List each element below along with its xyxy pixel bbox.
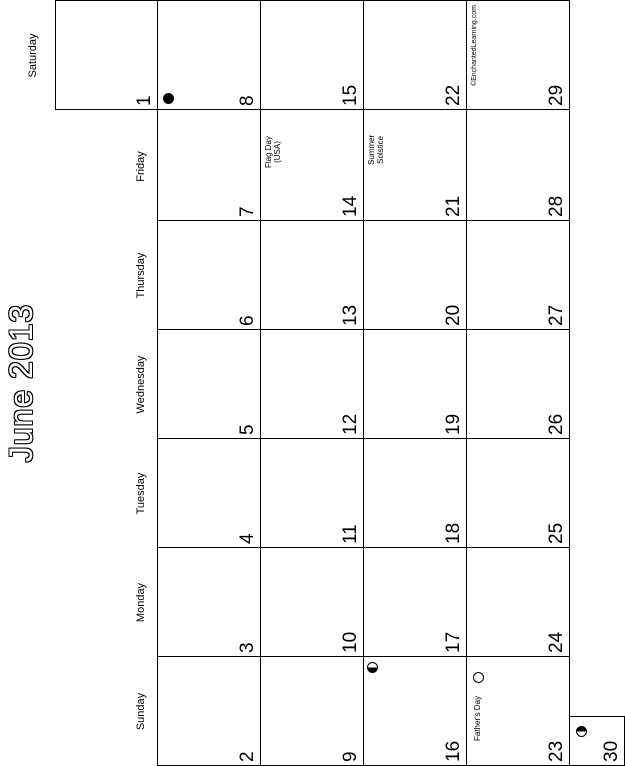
weekday-tuesday: Tuesday (135, 472, 147, 515)
day-cell-10 (260, 547, 364, 657)
day-number: 5 (237, 424, 258, 435)
day-number: 17 (443, 631, 464, 653)
day-cell-16 (363, 656, 467, 766)
day-number: 4 (237, 533, 258, 544)
page-title: June 2013 (3, 303, 39, 463)
day-cell-6 (157, 220, 261, 330)
day-number: 20 (443, 304, 464, 326)
day-number: 18 (443, 522, 464, 544)
event-label: Summer Solstice (367, 134, 385, 165)
day-cell-17 (363, 547, 467, 657)
weekday-wednesday: Wednesday (135, 355, 147, 414)
day-number: 16 (443, 740, 464, 762)
day-number: 12 (340, 413, 361, 435)
day-cell-29 (466, 0, 570, 110)
day-cell-19 (363, 329, 467, 439)
day-cell-21 (363, 109, 467, 221)
first-quarter-moon-icon (367, 662, 378, 673)
day-cell-20 (363, 220, 467, 330)
day-number: 22 (443, 84, 464, 106)
day-number: 9 (340, 751, 361, 762)
weekday-sunday: Sunday (135, 692, 147, 731)
day-cell-13 (260, 220, 364, 330)
day-number: 1 (134, 95, 155, 106)
weekday-thursday: Thursday (135, 252, 147, 299)
day-cell-22 (363, 0, 467, 110)
credit-text: ©EnchantedLearning.com (471, 5, 478, 87)
last-quarter-moon-icon (576, 726, 587, 737)
day-number: 10 (340, 631, 361, 653)
day-cell-2 (157, 656, 261, 766)
day-cell-7 (157, 109, 261, 221)
day-number: 21 (443, 195, 464, 217)
day-cell-4 (157, 438, 261, 548)
day-cell-11 (260, 438, 364, 548)
weekday-saturday: Saturday (27, 33, 39, 78)
day-number: 28 (546, 195, 567, 217)
day-number: 29 (546, 84, 567, 106)
day-number: 8 (237, 95, 258, 106)
day-cell-1 (55, 0, 158, 110)
day-number: 14 (340, 195, 361, 217)
day-cell-28 (466, 109, 570, 221)
day-number: 30 (601, 740, 622, 762)
day-cell-12 (260, 329, 364, 439)
day-number: 7 (237, 206, 258, 217)
day-number: 11 (340, 524, 361, 544)
day-cell-30 (569, 716, 625, 766)
weekday-monday: Monday (135, 582, 147, 623)
day-cell-3 (157, 547, 261, 657)
day-number: 2 (237, 751, 258, 762)
day-cell-14 (260, 109, 364, 221)
day-number: 26 (546, 413, 567, 435)
day-number: 3 (237, 642, 258, 653)
day-cell-25 (466, 438, 570, 548)
event-label: Father's Day (473, 695, 482, 741)
weekday-friday: Friday (135, 151, 147, 182)
day-cell-23 (466, 656, 570, 766)
day-number: 23 (546, 740, 567, 762)
day-cell-8 (157, 0, 261, 110)
day-cell-26 (466, 329, 570, 439)
day-cell-27 (466, 220, 570, 330)
new-moon-icon (163, 93, 174, 104)
day-cell-5 (157, 329, 261, 439)
day-number: 25 (546, 522, 567, 544)
day-number: 19 (443, 413, 464, 435)
day-cell-15 (260, 0, 364, 110)
day-number: 24 (546, 631, 567, 653)
day-number: 15 (340, 84, 361, 106)
day-number: 6 (237, 315, 258, 326)
day-cell-24 (466, 547, 570, 657)
day-number: 13 (340, 304, 361, 326)
full-moon-icon (473, 672, 484, 683)
day-cell-18 (363, 438, 467, 548)
day-cell-9 (260, 656, 364, 766)
day-number: 27 (546, 304, 567, 326)
event-label: Flag Day (USA) (264, 135, 282, 168)
